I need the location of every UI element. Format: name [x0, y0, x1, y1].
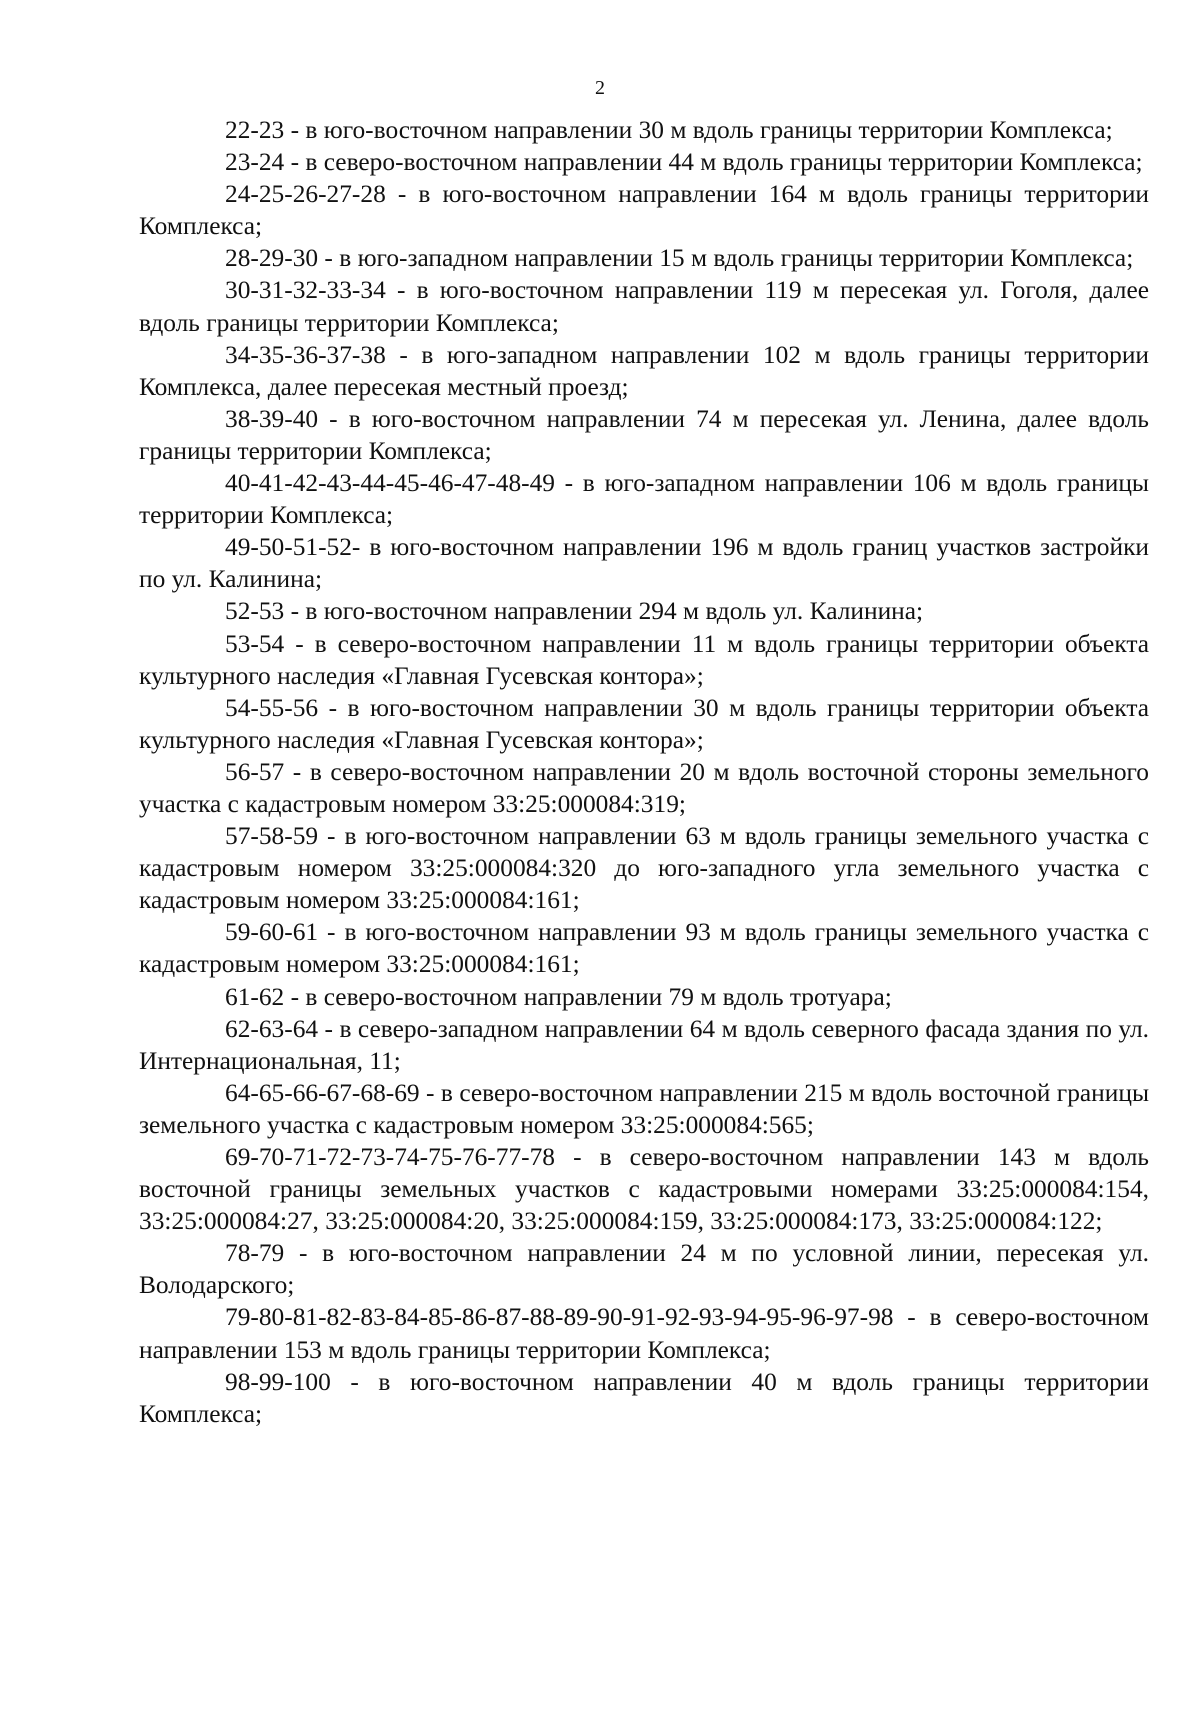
document-body	[139, 114, 1149, 1430]
boundary-segment-paragraph: 79-80-81-82-83-84-85-86-87-88-89-90-91-92-93-94-95-96-97-98 - в северо-восточном направлении 153 м вдоль границы территории Комплекса;	[139, 1303, 1149, 1364]
boundary-segment-paragraph: 30-31-32-33-34 - в юго-восточном направлении 119 м пересекая ул. Гоголя, далее вдоль границы территории Комплекса;	[139, 276, 1149, 337]
boundary-segment-paragraph: 49-50-51-52- в юго-восточном направлении 196 м вдоль границ участков застройки по ул. Калинина;	[139, 533, 1149, 594]
boundary-segment-paragraph: 69-70-71-72-73-74-75-76-77-78 - в северо-восточном направлении 143 м вдоль восточной границы земельных участков с кадастровыми номерами 33:25:000084:154, 33:25:000084:27, 33:25:000084:20, 33:25:000084:159, 33:25:000084:173, 33:25:000084:122;	[139, 1143, 1149, 1236]
boundary-segment-paragraph: 61-62 - в северо-восточном направлении 79 м вдоль тротуара;	[225, 982, 892, 1011]
boundary-segment-paragraph: 56-57 - в северо-восточном направлении 20 м вдоль восточной стороны земельного участка с кадастровым номером 33:25:000084:319;	[139, 757, 1149, 818]
page-number: 2	[595, 77, 605, 99]
boundary-segment-paragraph: 52-53 - в юго-восточном направлении 294 м вдоль ул. Калинина;	[225, 597, 924, 626]
boundary-segment-paragraph: 24-25-26-27-28 - в юго-восточном направлении 164 м вдоль границы территории Комплекса;	[139, 180, 1149, 241]
boundary-segment-paragraph: 34-35-36-37-38 - в юго-западном направлении 102 м вдоль границы территории Комплекса, далее пересекая местный проезд;	[139, 340, 1149, 401]
boundary-segment-paragraph: 22-23 - в юго-восточном направлении 30 м вдоль границы территории Комплекса;	[225, 116, 1113, 144]
boundary-segment-paragraph: 64-65-66-67-68-69 - в северо-восточном направлении 215 м вдоль восточной границы земельного участка с кадастровым номером 33:25:000084:565;	[139, 1078, 1149, 1139]
boundary-segment-paragraph: 62-63-64 - в северо-западном направлении 64 м вдоль северного фасада здания по ул. Интернациональная, 11;	[139, 1014, 1149, 1075]
boundary-segment-paragraph: 78-79 - в юго-восточном направлении 24 м по условной линии, пересекая ул. Володарского;	[139, 1239, 1149, 1300]
boundary-segment-paragraph: 54-55-56 - в юго-восточном направлении 30 м вдоль границы территории объекта культурного наследия «Главная Гусевская контора»;	[139, 693, 1149, 754]
boundary-segment-paragraph: 59-60-61 - в юго-восточном направлении 93 м вдоль границы земельного участка с кадастровым номером 33:25:000084:161;	[139, 918, 1149, 979]
boundary-segment-paragraph: 28-29-30 - в юго-западном направлении 15 м вдоль границы территории Комплекса;	[225, 244, 1134, 273]
boundary-segment-paragraph: 38-39-40 - в юго-восточном направлении 74 м пересекая ул. Ленина, далее вдоль границы территории Комплекса;	[139, 404, 1149, 465]
boundary-segment-paragraph: 98-99-100 - в юго-восточном направлении 40 м вдоль границы территории Комплекса;	[139, 1367, 1149, 1428]
boundary-segment-paragraph: 40-41-42-43-44-45-46-47-48-49 - в юго-западном направлении 106 м вдоль границы территории Комплекса;	[139, 469, 1149, 530]
boundary-segment-paragraph: 53-54 - в северо-восточном направлении 11 м вдоль границы территории объекта культурного наследия «Главная Гусевская контора»;	[139, 629, 1149, 690]
boundary-segment-paragraph: 23-24 - в северо-восточном направлении 44 м вдоль границы территории Комплекса;	[225, 148, 1143, 177]
boundary-segment-paragraph: 57-58-59 - в юго-восточном направлении 63 м вдоль границы земельного участка с кадастровым номером 33:25:000084:320 до юго-западного угла земельного участка с кадастровым номером 33:25:000084:161;	[139, 822, 1149, 915]
